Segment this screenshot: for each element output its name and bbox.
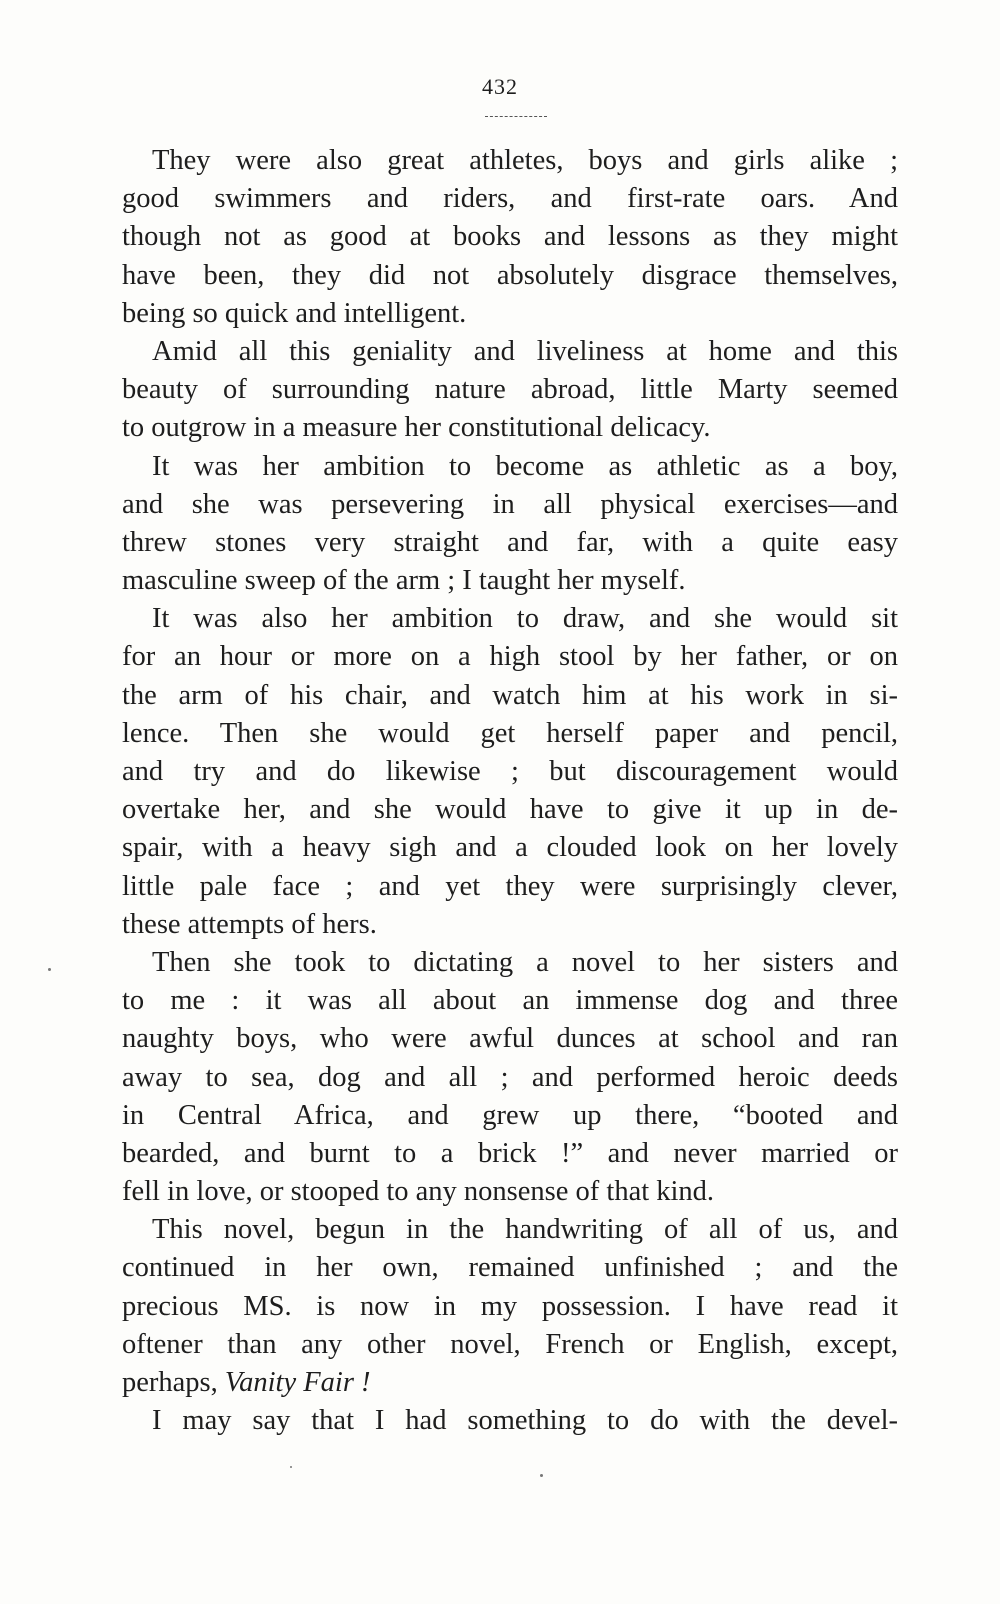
text-line: I may say that I had something to do with the devel- (152, 1405, 898, 1437)
text-line: good swimmers and riders, and first-rate oars. And (122, 183, 898, 215)
text-line: and she was persevering in all physical exercises—and (122, 488, 898, 520)
text-line: It was also her ambition to draw, and she would sit (152, 603, 898, 635)
text-line (122, 1364, 898, 1402)
text-line: have been, they did not absolutely disgrace themselves, (122, 259, 898, 291)
text-line-start: perhaps, (122, 1367, 225, 1398)
text-line: It was her ambition to become as athletic as a boy, (152, 450, 898, 482)
text-line: to outgrow in a measure her constitutional delicacy. (122, 412, 711, 444)
page-number-rule (485, 116, 547, 117)
text-line: in Central Africa, and grew up there, “booted and (122, 1099, 898, 1131)
text-line: these attempts of hers. (122, 908, 377, 940)
text-line: fell in love, or stooped to any nonsense of that kind. (122, 1176, 715, 1208)
body-text (122, 142, 898, 1440)
text-line: the arm of his chair, and watch him at his work in si- (122, 679, 898, 711)
page-number: 432 (482, 74, 518, 99)
text-line: precious MS. is now in my possession. I have read it (122, 1290, 898, 1322)
text-line: They were also great athletes, boys and girls alike ; (152, 145, 898, 176)
text-line: to me : it was all about an immense dog and three (122, 985, 898, 1017)
text-line: overtake her, and she would have to give it up in de- (122, 794, 898, 826)
text-line: threw stones very straight and far, with a quite easy (122, 526, 898, 558)
book-title: Vanity Fair ! (224, 1367, 371, 1398)
text-line: and try and do likewise ; but discouragement would (122, 756, 898, 787)
paper-speck (540, 1474, 543, 1477)
text-line: naughty boys, who were awful dunces at school and ran (122, 1023, 898, 1055)
text-line: Amid all this geniality and liveliness at home and this (152, 335, 898, 367)
text-line: This novel, begun in the handwriting of all of us, and (152, 1214, 898, 1246)
text-line: lence. Then she would get herself paper and pencil, (122, 717, 898, 749)
text-line: little pale face ; and yet they were surprisingly clever, (122, 870, 898, 902)
text-line: spair, with a heavy sigh and a clouded look on her lovely (122, 832, 898, 864)
text-line: for an hour or more on a high stool by her father, or on (122, 641, 898, 673)
text-line: continued in her own, remained unfinished ; and the (122, 1252, 898, 1284)
text-line: masculine sweep of the arm ; I taught her myself. (122, 565, 686, 597)
paper-speck (48, 968, 51, 971)
text-line: Then she took to dictating a novel to her sisters and (152, 946, 898, 978)
text-line: being so quick and intelligent. (122, 297, 467, 329)
paper-speck (290, 1466, 292, 1468)
text-line: away to sea, dog and all ; and performed heroic deeds (122, 1061, 898, 1093)
text-line: oftener than any other novel, French or English, except, (122, 1328, 898, 1360)
text-line: though not as good at books and lessons as they might (122, 221, 898, 253)
text-line: bearded, and burnt to a brick !” and never married or (122, 1137, 898, 1169)
text-line: beauty of surrounding nature abroad, little Marty seemed (122, 374, 898, 406)
